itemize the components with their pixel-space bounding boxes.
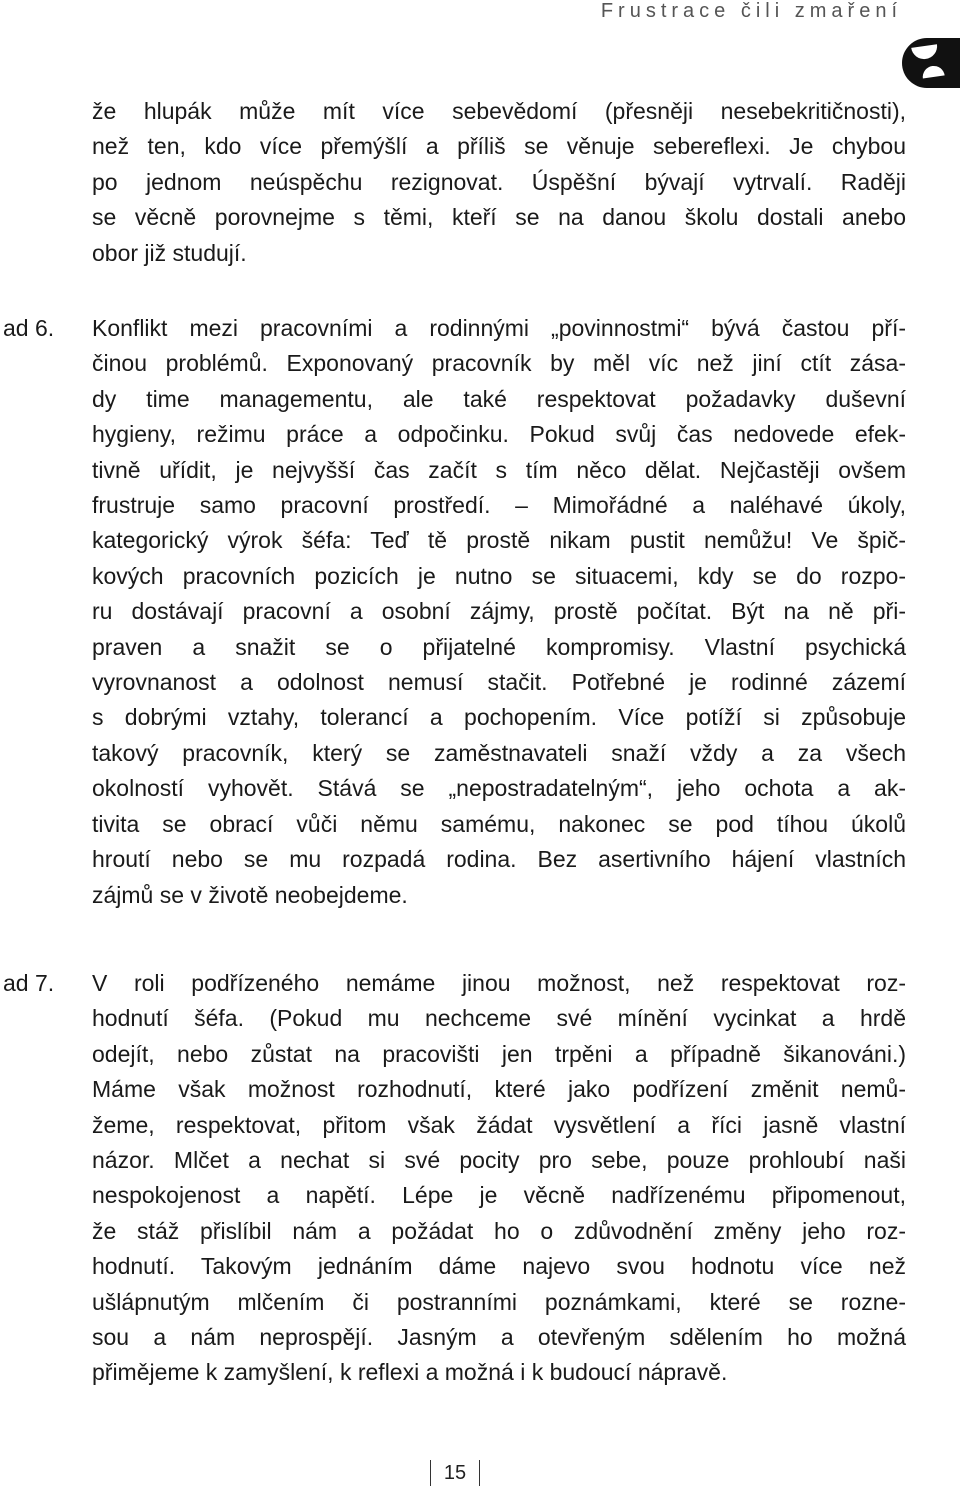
text-line: žeme, respektovat, přitom však žádat vysvětlení a říci jasně vlastní [92,1111,906,1138]
text-line: s dobrými vztahy, tolerancí a pochopením. Více potíží si způsobuje [92,704,906,731]
chapter-thumb-icon [902,38,960,88]
text-line: sou a nám neprospějí. Jasným a otevřeným sdělením ho možná [92,1324,906,1351]
text-line: kových pracovních pozicích je nutno se situacemi, kdy se do rozpo- [92,562,906,589]
text-line: ru dostávají pracovní a osobní zájmy, prostě počítat. Být na ně při- [92,598,906,625]
text-line: po jednom neúspěchu rezignovat. Úspěšní bývají vytrvalí. Raději [92,168,906,195]
item-6-label: ad 6. [3,315,55,341]
text-line: hodnutí. Takovým jednáním dáme najevo svou hodnotu více než [92,1253,906,1280]
text-line: praven a snažit se o přijatelné kompromisy. Vlastní psychická [92,633,906,660]
text-line: obor již studují. [92,239,247,266]
text-line: činou problémů. Exponovaný pracovník by měl víc než jiní ctít zása- [92,350,906,377]
text-line: dy time managementu, ale také respektovat požadavky duševní [92,385,906,412]
text-line: Máme však možnost rozhodnutí, které jako podřízení změnit nemů- [92,1076,906,1103]
intro-paragraph [92,94,906,271]
text-line: přiměјeme k zamyšlení, k reflexi a možná i k budoucí nápravě. [92,1359,728,1386]
text-line: hygieny, režimu práce a odpočinku. Pokud svůj čas nedovede efek- [92,421,906,448]
text-line: že stáž přislíbil nám a požádat ho o zdůvodnění změny jeho roz- [92,1217,906,1244]
text-line: názor. Mlčet a nechat si své pocity pro sebe, pouze prohloubí naši [92,1147,906,1174]
item-7-paragraph [92,966,906,1391]
text-line: takový pracovník, který se zaměstnavateli snaží vždy a za všech [92,739,906,766]
page-number: 15 [430,1460,480,1486]
running-title: Frustrace čili zmaření [600,0,902,22]
item-7-label: ad 7. [3,970,55,996]
text-line: nespokojenost a napětí. Lépe je věcně nadřízenému připomenout, [92,1182,906,1209]
text-line: hroutí nebo se mu rozpadá rodina. Bez asertivního hájení vlastních [92,846,906,873]
text-line: okolností vyhovět. Stává se „nepostradatelným“, jeho ochota a ak- [92,775,906,802]
thumb-notch-bottom [921,65,944,79]
text-line: hodnutí šéfa. (Pokud mu nechceme své mínění vycinkat a hrdě [92,1005,906,1032]
text-line: odejít, nebo zůstat na pracovišti jen trpěni a případně šikanováni.) [92,1040,906,1067]
text-line: zájmů se v životě neobejdeme. [92,881,408,908]
text-line: tivně uřídit, je nejvyšší čas začít s tím něco dělat. Nejčastěji ovšem [92,456,906,483]
item-6-paragraph [92,311,906,913]
text-line: ušlápnutým mlčením či postranními poznámkami, které se rozne- [92,1288,906,1315]
text-line: vyrovnanost a odolnost nemusí stačit. Potřebné je rodinné zázemí [92,669,906,696]
text-line: kategorický výrok šéfa: Teď tě prostě nikam pustit nemůžu! Ve špič- [92,527,906,554]
text-line: tivita se obrací vůči němu samému, nakonec se pod tíhou úkolů [92,810,906,837]
text-line: než ten, kdo více přemýšlí a příliš se věnuje sebereflexi. Je chybou [92,133,906,160]
text-line: Konflikt mezi pracovními a rodinnými „povinnostmi“ bývá častou pří- [92,315,906,341]
text-line: V roli podřízeného nemáme jinou možnost, než respektovat roz- [92,970,906,996]
text-line: se věcně porovnejme s těmi, kteří se na danou školu dostali anebo [92,204,906,231]
text-line: že hlupák může mít více sebevědomí (přesněji nesebekritičnosti), [92,98,906,124]
thumb-notch-top [911,44,939,60]
text-line: frustruje samo pracovní prostředí. – Mimořádné a naléhavé úkoly, [92,492,906,519]
